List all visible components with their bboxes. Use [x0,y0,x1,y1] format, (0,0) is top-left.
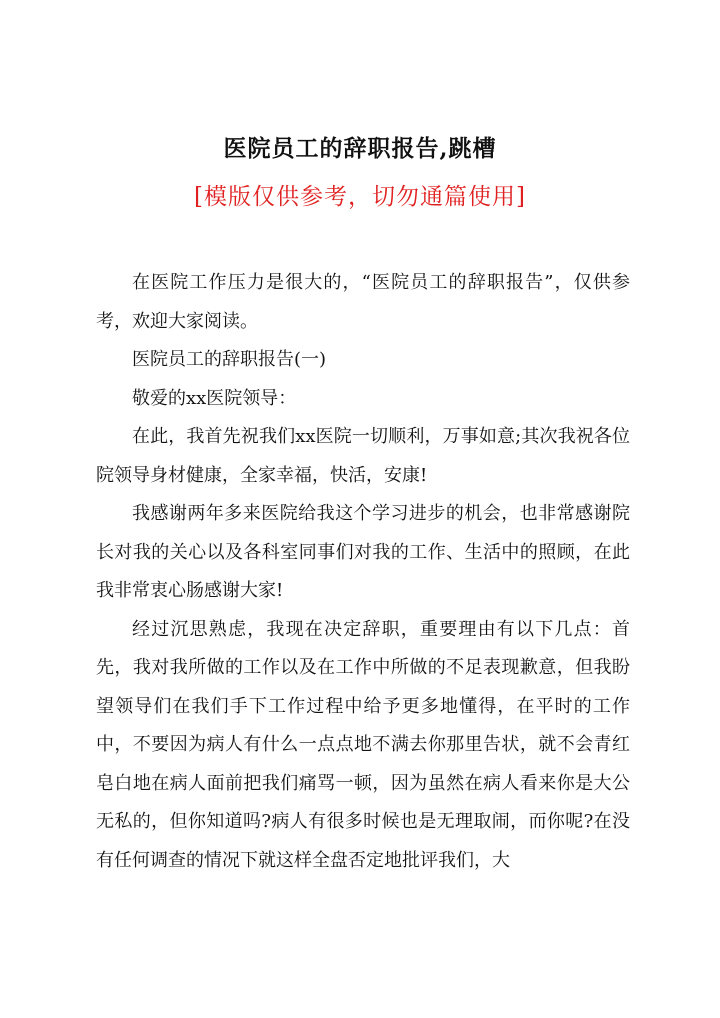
document-title: 医院员工的辞职报告,跳槽 [223,135,497,162]
body-paragraph: 我感谢两年多来医院给我这个学习进步的机会，也非常感谢院长对我的关心以及各科室同事们对我的工作、生活中的照顾，在此我非常衷心肠感谢大家! [96,503,630,601]
intro-paragraph: 在医院工作压力是很大的，“医院员工的辞职报告”，仅供参考，欢迎大家阅读。 [96,272,630,332]
body-paragraph: 在此，我首先祝我们xx医院一切顺利，万事如意;其次我祝各位院领导身材健康，全家幸福，快活，安康! [96,426,630,486]
body-paragraph: 经过沉思熟虑，我现在决定辞职，重要理由有以下几点：首先，我对我所做的工作以及在工作中所做的不足表现歉意，但我盼望领导们在我们手下工作过程中给予更多地懂得，在平时的工作中，不要因为病人有什么一点点地不满去你那里告状，就不会青红皂白地在病人面前把我们痛骂一顿，因为虽然在病人看来你是大公无私的，但你知道吗?病人有很多时候也是无理取闹，而你呢?在没有任何调查的情况下就这样全盘否定地批评我们，大 [96,618,630,871]
template-notice: [模版仅供参考，切勿通篇使用] [194,184,526,210]
section-heading: 医院员工的辞职报告(一) [132,349,327,370]
salutation: 敬爱的xx医院领导： [132,387,297,409]
document-body [96,264,630,880]
